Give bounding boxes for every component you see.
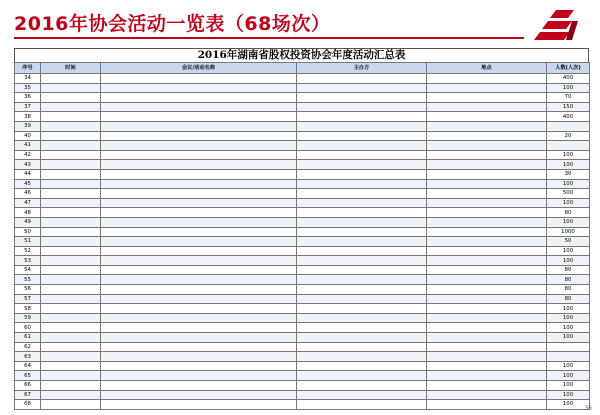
row-date	[41, 294, 101, 304]
row-number: 61	[15, 333, 41, 343]
row-count: 100	[547, 83, 590, 93]
row-date	[41, 342, 101, 352]
row-place	[427, 352, 547, 362]
row-name	[101, 323, 297, 333]
row-organizer	[297, 361, 427, 371]
row-count	[547, 342, 590, 352]
row-name	[101, 371, 297, 381]
row-date	[41, 83, 101, 93]
row-number: 60	[15, 323, 41, 333]
table-row	[15, 265, 590, 275]
row-name	[101, 198, 297, 208]
row-number: 59	[15, 313, 41, 323]
table-row	[15, 294, 590, 304]
row-name	[101, 131, 297, 141]
table-row	[15, 390, 590, 400]
row-organizer	[297, 208, 427, 218]
row-name	[101, 121, 297, 131]
table-row	[15, 83, 590, 93]
row-organizer	[297, 237, 427, 247]
row-organizer	[297, 256, 427, 266]
row-number: 43	[15, 160, 41, 170]
row-place	[427, 285, 547, 295]
row-place	[427, 304, 547, 314]
row-name	[101, 294, 297, 304]
row-place	[427, 198, 547, 208]
table-row	[15, 313, 590, 323]
row-number: 49	[15, 217, 41, 227]
row-count: 100	[547, 381, 590, 391]
header-organizer: 主办方	[297, 63, 427, 74]
row-place	[427, 217, 547, 227]
table-row	[15, 150, 590, 160]
row-organizer	[297, 371, 427, 381]
row-place	[427, 141, 547, 151]
row-number: 58	[15, 304, 41, 314]
row-name	[101, 189, 297, 199]
row-place	[427, 227, 547, 237]
row-organizer	[297, 74, 427, 84]
row-organizer	[297, 93, 427, 103]
row-name	[101, 265, 297, 275]
row-place	[427, 150, 547, 160]
row-number: 47	[15, 198, 41, 208]
table-row	[15, 141, 590, 151]
row-place	[427, 313, 547, 323]
row-number: 45	[15, 179, 41, 189]
row-count: 80	[547, 265, 590, 275]
table-row	[15, 342, 590, 352]
row-name	[101, 400, 297, 410]
activity-grid	[14, 62, 590, 410]
row-number: 64	[15, 361, 41, 371]
row-date	[41, 217, 101, 227]
table-row	[15, 333, 590, 343]
table-row	[15, 208, 590, 218]
row-date	[41, 102, 101, 112]
row-name	[101, 93, 297, 103]
row-place	[427, 265, 547, 275]
row-name	[101, 304, 297, 314]
row-organizer	[297, 246, 427, 256]
row-organizer	[297, 83, 427, 93]
title-rule	[14, 37, 524, 39]
row-name	[101, 313, 297, 323]
slide-title: 2016年协会活动一览表（68场次）	[14, 13, 331, 35]
row-name	[101, 352, 297, 362]
table-row	[15, 112, 590, 122]
row-place	[427, 102, 547, 112]
row-name	[101, 102, 297, 112]
row-place	[427, 83, 547, 93]
row-name	[101, 275, 297, 285]
row-number: 67	[15, 390, 41, 400]
row-organizer	[297, 323, 427, 333]
table-row	[15, 237, 590, 247]
row-count: 400	[547, 74, 590, 84]
row-name	[101, 361, 297, 371]
table-row	[15, 285, 590, 295]
table-row	[15, 121, 590, 131]
row-count: 100	[547, 371, 590, 381]
row-place	[427, 74, 547, 84]
row-place	[427, 189, 547, 199]
row-organizer	[297, 150, 427, 160]
table-row	[15, 227, 590, 237]
row-count	[547, 121, 590, 131]
row-date	[41, 323, 101, 333]
row-place	[427, 179, 547, 189]
row-organizer	[297, 285, 427, 295]
row-name	[101, 112, 297, 122]
row-organizer	[297, 352, 427, 362]
row-date	[41, 381, 101, 391]
row-place	[427, 381, 547, 391]
row-name	[101, 342, 297, 352]
row-date	[41, 333, 101, 343]
row-place	[427, 371, 547, 381]
row-count: 80	[547, 294, 590, 304]
row-count	[547, 141, 590, 151]
row-place	[427, 294, 547, 304]
row-count: 500	[547, 189, 590, 199]
row-organizer	[297, 169, 427, 179]
row-place	[427, 361, 547, 371]
row-organizer	[297, 275, 427, 285]
row-organizer	[297, 342, 427, 352]
row-count: 100	[547, 160, 590, 170]
table-row	[15, 246, 590, 256]
row-date	[41, 121, 101, 131]
row-date	[41, 237, 101, 247]
row-date	[41, 361, 101, 371]
row-number: 51	[15, 237, 41, 247]
row-organizer	[297, 179, 427, 189]
row-number: 68	[15, 400, 41, 410]
row-organizer	[297, 400, 427, 410]
row-organizer	[297, 381, 427, 391]
row-count: 100	[547, 313, 590, 323]
row-name	[101, 217, 297, 227]
row-name	[101, 141, 297, 151]
row-count: 80	[547, 275, 590, 285]
row-date	[41, 198, 101, 208]
row-place	[427, 323, 547, 333]
row-place	[427, 93, 547, 103]
row-date	[41, 227, 101, 237]
row-date	[41, 112, 101, 122]
row-count: 70	[547, 93, 590, 103]
row-date	[41, 150, 101, 160]
row-name	[101, 237, 297, 247]
row-date	[41, 304, 101, 314]
row-date	[41, 189, 101, 199]
row-number: 62	[15, 342, 41, 352]
header-place: 地点	[427, 63, 547, 74]
table-row	[15, 361, 590, 371]
row-name	[101, 227, 297, 237]
row-organizer	[297, 189, 427, 199]
row-name	[101, 83, 297, 93]
row-organizer	[297, 198, 427, 208]
row-date	[41, 265, 101, 275]
row-number: 63	[15, 352, 41, 362]
row-count: 100	[547, 400, 590, 410]
row-place	[427, 208, 547, 218]
row-count: 30	[547, 169, 590, 179]
row-place	[427, 169, 547, 179]
row-number: 35	[15, 83, 41, 93]
row-count: 150	[547, 102, 590, 112]
table-row	[15, 304, 590, 314]
table-row	[15, 93, 590, 103]
row-number: 38	[15, 112, 41, 122]
row-date	[41, 285, 101, 295]
table-heading: 2016年湖南省股权投资协会年度活动汇总表	[14, 48, 589, 62]
row-organizer	[297, 333, 427, 343]
row-count: 80	[547, 208, 590, 218]
row-place	[427, 342, 547, 352]
row-name	[101, 285, 297, 295]
table-row	[15, 400, 590, 410]
row-count: 100	[547, 304, 590, 314]
association-logo-icon	[534, 6, 590, 50]
row-count	[547, 352, 590, 362]
row-date	[41, 93, 101, 103]
table-row	[15, 256, 590, 266]
table-row	[15, 381, 590, 391]
table-row	[15, 74, 590, 84]
table-row	[15, 198, 590, 208]
row-date	[41, 400, 101, 410]
row-date	[41, 208, 101, 218]
row-count: 100	[547, 179, 590, 189]
header-date: 时间	[41, 63, 101, 74]
row-place	[427, 112, 547, 122]
row-organizer	[297, 141, 427, 151]
row-number: 52	[15, 246, 41, 256]
header-count: 人数(人次)	[547, 63, 590, 74]
table-row	[15, 217, 590, 227]
row-date	[41, 275, 101, 285]
row-place	[427, 256, 547, 266]
row-place	[427, 400, 547, 410]
row-organizer	[297, 294, 427, 304]
row-date	[41, 246, 101, 256]
row-place	[427, 390, 547, 400]
row-number: 41	[15, 141, 41, 151]
row-count: 100	[547, 198, 590, 208]
row-count: 20	[547, 131, 590, 141]
page-number: 36	[584, 405, 592, 412]
table-row	[15, 275, 590, 285]
row-organizer	[297, 160, 427, 170]
table-row	[15, 102, 590, 112]
row-number: 50	[15, 227, 41, 237]
row-organizer	[297, 121, 427, 131]
row-number: 39	[15, 121, 41, 131]
row-name	[101, 256, 297, 266]
row-date	[41, 74, 101, 84]
row-number: 53	[15, 256, 41, 266]
row-organizer	[297, 265, 427, 275]
row-count: 100	[547, 361, 590, 371]
table-row	[15, 189, 590, 199]
row-date	[41, 141, 101, 151]
row-date	[41, 313, 101, 323]
row-organizer	[297, 217, 427, 227]
row-organizer	[297, 131, 427, 141]
row-count: 50	[547, 237, 590, 247]
row-place	[427, 160, 547, 170]
table-row	[15, 323, 590, 333]
row-count: 1000	[547, 227, 590, 237]
row-date	[41, 390, 101, 400]
row-number: 66	[15, 381, 41, 391]
row-number: 48	[15, 208, 41, 218]
row-name	[101, 169, 297, 179]
row-number: 34	[15, 74, 41, 84]
row-number: 40	[15, 131, 41, 141]
row-count: 100	[547, 323, 590, 333]
row-count: 100	[547, 390, 590, 400]
row-date	[41, 352, 101, 362]
row-number: 37	[15, 102, 41, 112]
row-organizer	[297, 313, 427, 323]
row-name	[101, 246, 297, 256]
row-number: 54	[15, 265, 41, 275]
header-no: 序号	[15, 63, 41, 74]
row-place	[427, 275, 547, 285]
row-place	[427, 333, 547, 343]
row-count: 100	[547, 217, 590, 227]
row-organizer	[297, 112, 427, 122]
row-date	[41, 256, 101, 266]
header-row	[15, 63, 590, 74]
row-name	[101, 208, 297, 218]
row-count: 100	[547, 333, 590, 343]
row-name	[101, 150, 297, 160]
row-name	[101, 74, 297, 84]
row-name	[101, 160, 297, 170]
row-date	[41, 371, 101, 381]
row-name	[101, 333, 297, 343]
row-number: 44	[15, 169, 41, 179]
row-date	[41, 169, 101, 179]
row-organizer	[297, 390, 427, 400]
row-place	[427, 131, 547, 141]
row-count: 100	[547, 256, 590, 266]
row-number: 56	[15, 285, 41, 295]
row-organizer	[297, 102, 427, 112]
row-number: 42	[15, 150, 41, 160]
row-date	[41, 160, 101, 170]
row-place	[427, 121, 547, 131]
row-number: 65	[15, 371, 41, 381]
row-number: 55	[15, 275, 41, 285]
row-count: 400	[547, 112, 590, 122]
row-place	[427, 246, 547, 256]
activity-table	[14, 48, 589, 410]
table-row	[15, 169, 590, 179]
row-organizer	[297, 227, 427, 237]
row-name	[101, 381, 297, 391]
row-name	[101, 179, 297, 189]
table-row	[15, 352, 590, 362]
row-number: 36	[15, 93, 41, 103]
row-number: 46	[15, 189, 41, 199]
row-number: 57	[15, 294, 41, 304]
row-count: 80	[547, 285, 590, 295]
row-organizer	[297, 304, 427, 314]
table-row	[15, 131, 590, 141]
row-date	[41, 131, 101, 141]
row-count: 100	[547, 150, 590, 160]
table-row	[15, 179, 590, 189]
table-row	[15, 160, 590, 170]
table-row	[15, 371, 590, 381]
row-date	[41, 179, 101, 189]
header-name: 会议/活动名称	[101, 63, 297, 74]
row-place	[427, 237, 547, 247]
row-count: 100	[547, 246, 590, 256]
row-name	[101, 390, 297, 400]
